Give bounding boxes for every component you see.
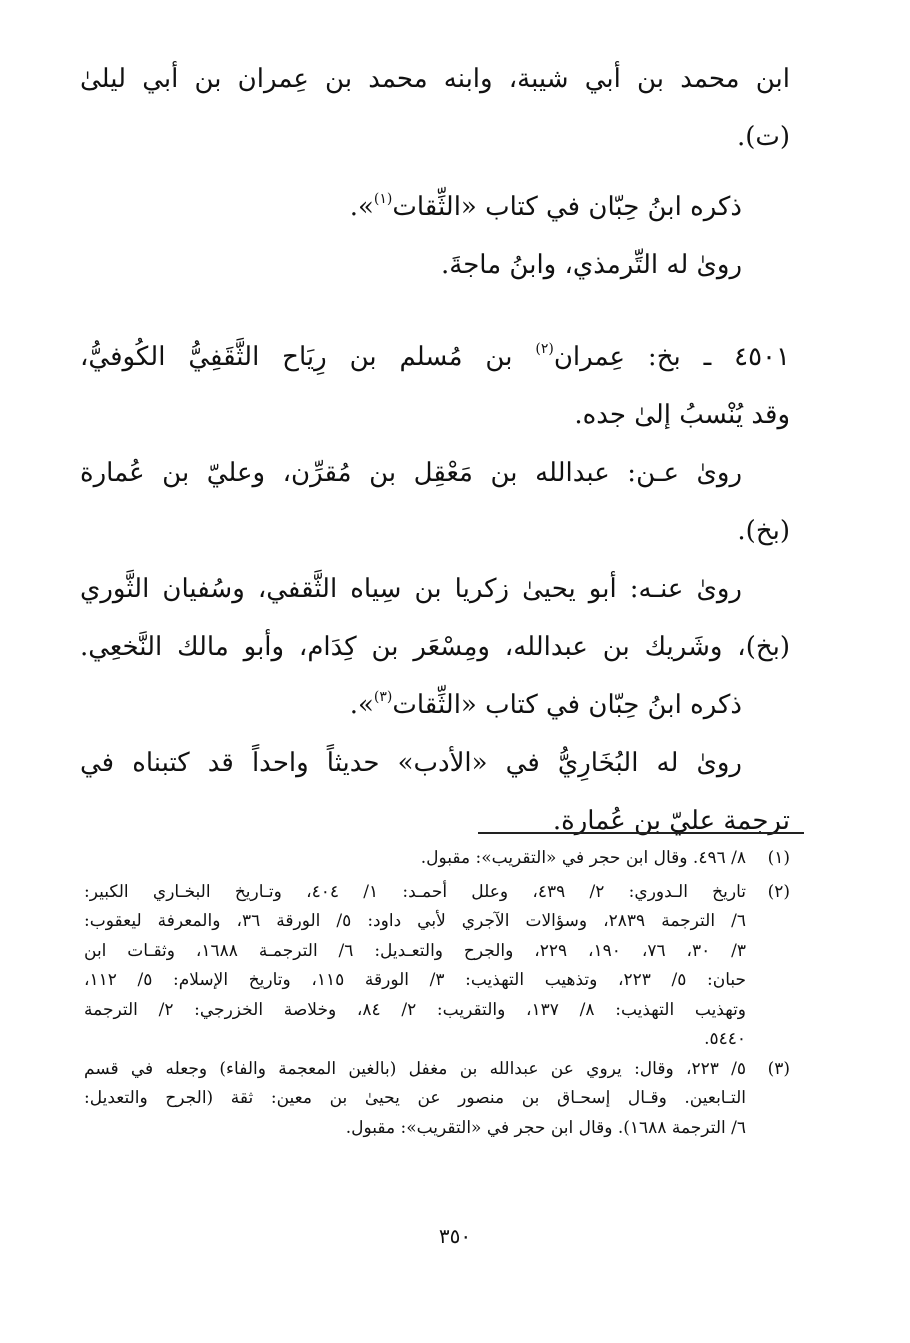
footnote-line: ٨/ ٤٩٦. وقال ابن حجر في «التقريب»: مقبول. bbox=[420, 848, 746, 868]
footnote-separator bbox=[478, 832, 804, 834]
entry-heading: ٤٥٠١ ـ بخ: عِمران$^{(٢)}$ بن مُسلم بن رِيَاح الثَّقَفِيُّ الكُوفيُّ، bbox=[80, 341, 790, 372]
footnote-line: ٦/ الترجمة ١٦٨٨). وقال ابن حجر في «التقريب»: مقبول. bbox=[345, 1117, 746, 1138]
text-line: ذكره ابنُ حِبّان في كتاب «الثِّقات$^{(٣)}$». bbox=[349, 689, 742, 720]
footnote-line: التـابعين. وقـال إسحـاق بن منصور عن يحيىٰ بن معين: ثقة (الجرح والتعديل: bbox=[84, 1088, 746, 1108]
footnote-mark: (٣) bbox=[373, 689, 393, 705]
text-line: ابن محمد بن أبي شيبة، وابنه محمد بن عِمران بن أبي ليلىٰ bbox=[80, 64, 790, 94]
footnote-3 bbox=[84, 1055, 790, 1144]
footnote-number: (٣) bbox=[767, 1058, 790, 1079]
text-line: روىٰ عنـه: أبو يحيىٰ زكريا بن سِياه الثَّقفي، وسُفيان الثَّوري bbox=[80, 574, 742, 604]
text-line: ذكره ابنُ حِبّان في كتاب «الثِّقات$^{(١)}$». bbox=[349, 191, 742, 222]
text-line: روىٰ له التِّرمذي، وابنُ ماجةَ. bbox=[441, 250, 742, 280]
text-line: (ت). bbox=[736, 122, 790, 152]
footnote-line: وتهذيب التهذيب: ٨/ ١٣٧، والتقريب: ٢/ ٨٤، وخلاصة الخزرجي: ٢/ الترجمة bbox=[84, 999, 747, 1020]
text-line: ترجمة عليّ بن عُمارة. bbox=[552, 806, 790, 836]
text-line: روىٰ عـن: عبدالله بن مَعْقِل بن مُقرِّن، وعليّ بن عُمارة bbox=[80, 458, 742, 488]
footnote-1 bbox=[84, 844, 790, 874]
page-number: ٣٥٠ bbox=[438, 1224, 472, 1248]
footnote-line: حبان: ٥/ ٢٢٣، وتذهيب التهذيب: ٣/ الورقة ١١٥، وتاريخ الإسلام: ٥/ ١١٢، bbox=[84, 970, 747, 990]
footnote-line: ٥٤٤٠. bbox=[704, 1029, 746, 1049]
footnote-mark: (٢) bbox=[535, 341, 554, 357]
footnote-line: ٥/ ٢٢٣، وقال: يروي عن عبدالله بن مغفل (بالغين المعجمة والفاء) وجعله في قسم bbox=[84, 1058, 746, 1079]
main-text bbox=[80, 50, 790, 850]
footnote-line: تاريخ الـدوري: ٢/ ٤٣٩، وعلل أحمـد: ١/ ٤٠٤، وتـاريخ البخـاري الكبير: bbox=[84, 881, 746, 902]
text-line: وقد يُنْسبُ إلىٰ جده. bbox=[574, 400, 790, 430]
footnote-number: (١) bbox=[767, 848, 790, 868]
text-line: (بخ). bbox=[737, 516, 790, 546]
footnotes bbox=[84, 844, 790, 1143]
footnote-2 bbox=[84, 878, 790, 1055]
text-line: (بخ)، وشَريك بن عبدالله، ومِسْعَر بن كِدَام، وأبو مالك النَّخعِي. bbox=[80, 632, 790, 662]
footnote-line: ٣/ ٣٠، ٧٦، ١٩٠، ٢٢٩، والجرح والتعـديل: ٦/ الترجمـة ١٦٨٨، وثقـات ابن bbox=[84, 940, 747, 961]
footnote-line: ٦/ الترجمة ٢٨٣٩، وسؤالات الآجري لأبي داود: ٥/ الورقة ٣٦، والمعرفة ليعقوب: bbox=[84, 911, 746, 931]
footnote-mark: (١) bbox=[373, 191, 393, 207]
text-line: روىٰ له البُخَارِيُّ في «الأدب» حديثاً واحداً قد كتبناه في bbox=[80, 748, 742, 778]
footnote-number: (٢) bbox=[767, 881, 790, 902]
